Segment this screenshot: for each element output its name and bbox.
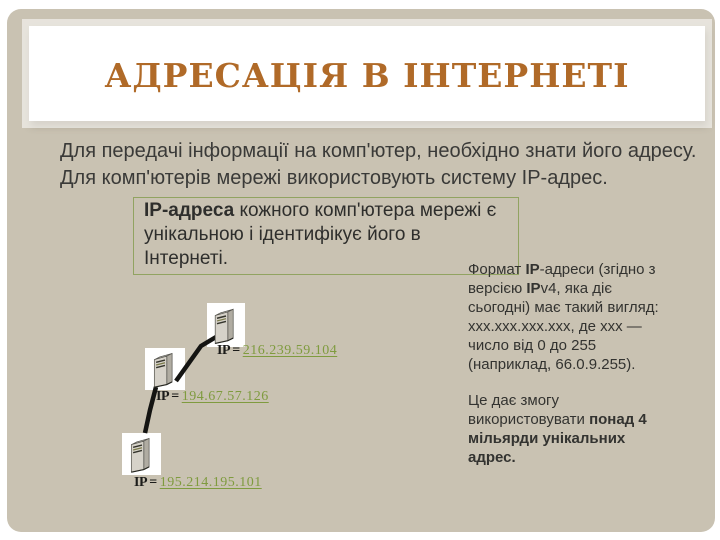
server-tower-icon <box>124 434 160 474</box>
slide-canvas <box>7 9 715 532</box>
server-tower-icon <box>147 349 183 389</box>
server-ip-label <box>134 475 262 491</box>
ip-capacity-note: Це дає змогу використовувати понад 4 мільярди унікальних адрес. <box>468 392 647 466</box>
intro-line-2: Для комп'ютерів мережі використовують систему IP-адрес. <box>60 167 608 189</box>
ip-label-prefix: IP = <box>156 389 182 404</box>
title-banner <box>29 26 705 121</box>
slide-title: АДРЕСАЦІЯ В ІНТЕРНЕТІ <box>104 56 630 95</box>
intro-paragraph <box>60 138 700 192</box>
ip-format-note: Формат IP-адреси (згідно з версією IPv4, яка діє сьогодні) має такий вигляд: xxx.xxx.xxx.xxx, де xxx — число від 0 до 255 (наприклад, 66.0.9.255). <box>468 261 659 373</box>
server-ip-label <box>156 389 269 405</box>
ip-label-prefix: IP = <box>217 343 243 358</box>
server-tower-icon <box>208 304 244 346</box>
ip-address-link[interactable]: 216.239.59.104 <box>242 343 338 358</box>
ip-definition-box: IP-адреса кожного комп'ютера мережі є унікальною і ідентифікує його в Інтернеті. <box>133 197 519 275</box>
ip-label-prefix: IP = <box>134 475 160 490</box>
intro-line-1: Для передачі інформації на комп'ютер, необхідно знати його адресу. <box>60 140 697 162</box>
server-ip-label <box>217 343 337 359</box>
ip-address-link[interactable]: 195.214.195.101 <box>159 475 262 490</box>
ip-address-link[interactable]: 194.67.57.126 <box>181 389 269 404</box>
